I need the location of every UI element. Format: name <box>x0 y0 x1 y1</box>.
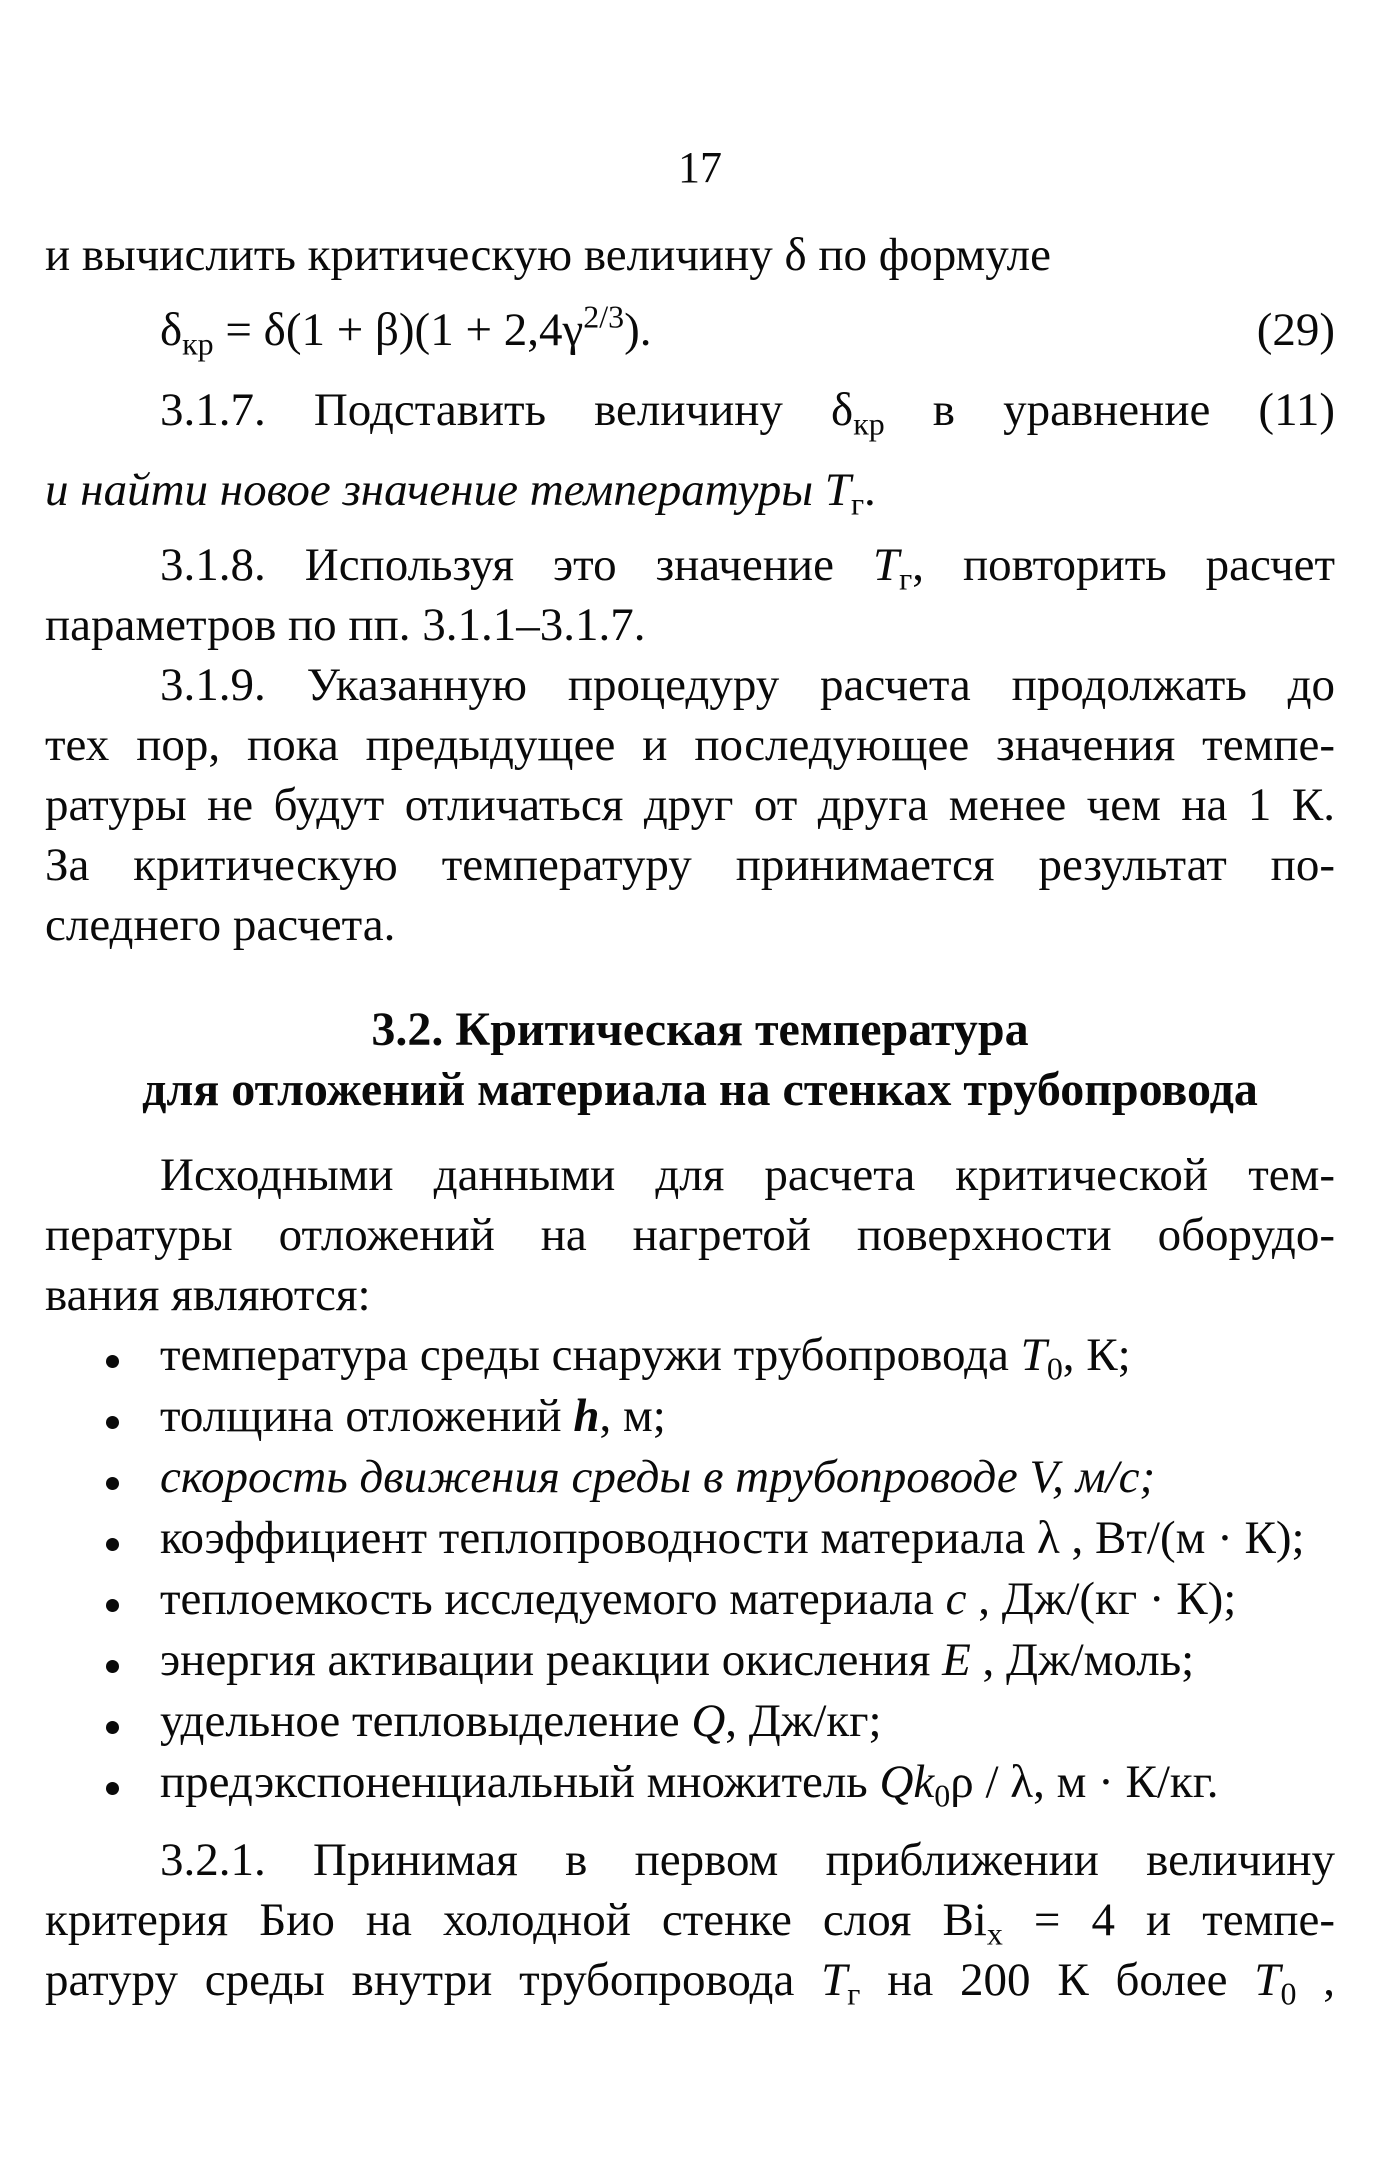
text-span: , <box>1296 1954 1335 2006</box>
section-heading: 3.2. Критическая температура <box>371 1003 1029 1056</box>
page-number: 17 <box>678 143 722 192</box>
section-heading: для отложений материала на стенках трубопровода <box>142 1063 1258 1116</box>
text-span: , К; <box>1062 1329 1131 1381</box>
bullet-icon <box>104 1416 124 1436</box>
list-item <box>160 1447 1155 1507</box>
text-span: вания являются: <box>45 1269 371 1321</box>
subscript: 0 <box>934 1778 951 1814</box>
subscript: г <box>899 561 913 597</box>
text-span: , м/с; <box>1052 1451 1156 1503</box>
text-span: предэкспоненциальный множитель <box>160 1756 880 1808</box>
symbol: h <box>573 1390 600 1442</box>
paragraph-line <box>45 895 1335 955</box>
paragraph-line <box>160 535 1335 595</box>
paragraph-line <box>45 460 1335 520</box>
paragraph-line <box>45 1890 1335 1950</box>
text-span: 3.1.7. Подставить величину δ <box>160 384 854 436</box>
paragraph-line <box>45 225 1335 285</box>
symbol: c <box>945 1573 967 1625</box>
paragraph-line <box>45 1205 1335 1265</box>
symbol-T: T <box>1254 1954 1281 2006</box>
subscript: 0 <box>1046 1351 1063 1387</box>
paragraph-line <box>45 775 1335 835</box>
text-span: параметров по пп. 3.1.1–3.1.7. <box>45 599 646 651</box>
list-item <box>160 1630 1194 1690</box>
symbol-T: T <box>872 539 900 591</box>
list-item <box>160 1386 666 1446</box>
subscript: г <box>850 486 865 522</box>
list-item <box>160 1508 1305 1568</box>
text-span: следнего расчета. <box>45 899 396 951</box>
subscript: г <box>847 1976 861 2012</box>
formula-lhs: δ <box>160 304 183 356</box>
text-span: ратуру среды внутри трубопровода <box>45 1954 822 2006</box>
formula-lhs-sub: кр <box>182 326 214 362</box>
list-item <box>160 1325 1131 1385</box>
italic-text: и найти новое значение температуры <box>45 464 825 516</box>
text-span: Исходными данными для расчета критической тем- <box>160 1149 1335 1201</box>
list-item <box>160 1691 882 1751</box>
text-span: = 4 и темпе- <box>1002 1894 1336 1946</box>
symbol: T <box>1020 1329 1047 1381</box>
symbol-T: T <box>821 1954 848 2006</box>
equation-number: (29) <box>1256 304 1335 356</box>
bullet-icon <box>104 1660 124 1680</box>
text-span: 3.2.1. Принимая в первом приближении величину <box>160 1834 1335 1886</box>
formula-29 <box>160 300 651 360</box>
symbol: E <box>942 1634 971 1686</box>
paragraph-line <box>45 595 1335 655</box>
text-span: теплоемкость исследуемого материала <box>160 1573 946 1625</box>
text-span: энергия активации реакции окисления <box>160 1634 943 1686</box>
paragraph-line <box>160 655 1335 715</box>
text-span: , м; <box>599 1390 666 1442</box>
symbol-T: T <box>824 464 851 516</box>
text-span: , Дж/кг; <box>725 1695 882 1747</box>
list-item <box>160 1752 1218 1812</box>
text-span: критерия Био на холодной стенке слоя Bi <box>45 1894 987 1946</box>
symbol: V <box>1029 1451 1053 1503</box>
formula-end: ). <box>624 304 652 356</box>
text-span: толщина отложений <box>160 1390 574 1442</box>
paragraph-line <box>45 1950 1335 2010</box>
paragraph-line <box>45 835 1335 895</box>
text-span: , Дж/(кг · К); <box>966 1573 1237 1625</box>
list-item <box>160 1569 1236 1629</box>
bullet-icon <box>104 1721 124 1741</box>
text-span: в уравнение (11) <box>884 384 1335 436</box>
text-span: удельное тепловыделение <box>160 1695 692 1747</box>
text-span: пературы отложений на нагретой поверхности оборудо- <box>45 1209 1335 1261</box>
text-span: . <box>864 464 876 516</box>
bullet-icon <box>104 1599 124 1619</box>
text-span: , м · К/кг. <box>1033 1756 1219 1808</box>
paragraph-line <box>160 1145 1335 1205</box>
text-span: на 200 К более <box>860 1954 1255 2006</box>
paragraph-line <box>160 380 1335 440</box>
text-span: коэффициент теплопроводности материала λ , Вт/(м · К); <box>160 1512 1305 1564</box>
bullet-icon <box>104 1477 124 1497</box>
bullet-icon <box>104 1538 124 1558</box>
bullet-icon <box>104 1355 124 1375</box>
text-span: 3.1.8. Используя это значение <box>160 539 873 591</box>
paragraph-line <box>45 1265 1335 1325</box>
paragraph-line <box>160 1830 1335 1890</box>
bullet-icon <box>104 1782 124 1802</box>
text-span: , повторить расчет <box>912 539 1335 591</box>
text-span: ρ / λ <box>950 1756 1034 1808</box>
formula-exponent: 2/3 <box>583 299 625 335</box>
subscript: кр <box>853 406 885 442</box>
text-span: , Дж/моль; <box>970 1634 1195 1686</box>
text-span: ратуры не будут отличаться друг от друга менее чем на 1 К. <box>45 779 1335 831</box>
text-span: и вычислить критическую величину δ по формуле <box>45 229 1052 281</box>
text-span: 3.1.9. Указанную процедуру расчета продолжать до <box>160 659 1335 711</box>
subscript: х <box>986 1916 1003 1952</box>
symbol: Q <box>691 1695 726 1747</box>
text-span: тех пор, пока предыдущее и последующее значения темпе- <box>45 719 1335 771</box>
formula-rhs: = δ(1 + β)(1 + 2,4γ <box>213 304 584 356</box>
text-span: За критическую температуру принимается результат по- <box>45 839 1335 891</box>
text-span: температура среды снаружи трубопровода <box>160 1329 1021 1381</box>
text-span: скорость движения среды в трубопроводе <box>160 1451 1030 1503</box>
paragraph-line <box>45 715 1335 775</box>
subscript: 0 <box>1280 1976 1297 2012</box>
symbol: Qk <box>879 1756 935 1808</box>
